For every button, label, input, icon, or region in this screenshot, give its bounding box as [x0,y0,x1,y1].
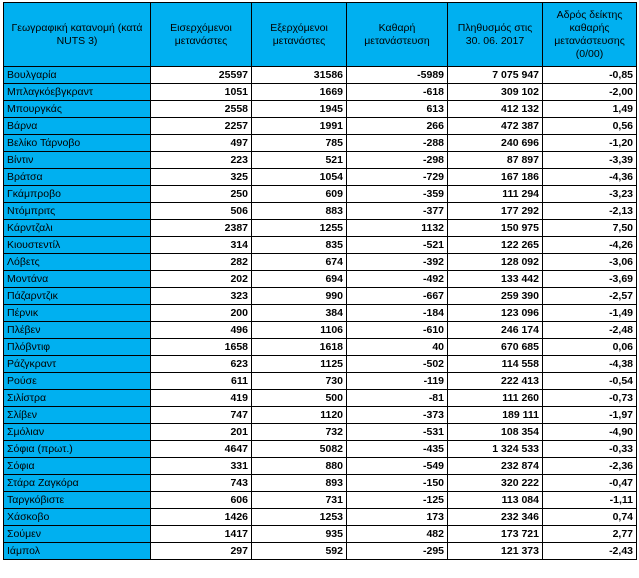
net-migration-cell: -492 [347,271,448,288]
net-migration-rate-cell: -3,69 [543,271,637,288]
table-row [4,458,637,475]
region-cell: Βελίκο Τάρνοβο [4,135,151,152]
emigrants-cell: 1669 [252,84,347,101]
table-row [4,509,637,526]
population-cell: 1 324 533 [448,441,543,458]
net-migration-cell: -502 [347,356,448,373]
region-cell: Λόβετς [4,254,151,271]
population-cell: 114 558 [448,356,543,373]
table-body [4,67,637,560]
table-header [4,3,637,67]
table-row [4,543,637,560]
immigrants-cell: 282 [151,254,252,271]
region-cell: Ράζγκραντ [4,356,151,373]
net-migration-rate-cell: -0,47 [543,475,637,492]
net-migration-rate-cell: -0,33 [543,441,637,458]
immigrants-cell: 325 [151,169,252,186]
table-row [4,526,637,543]
net-migration-rate-cell: -3,06 [543,254,637,271]
emigrants-cell: 1618 [252,339,347,356]
net-migration-rate-cell: -2,48 [543,322,637,339]
net-migration-rate-cell: 7,50 [543,220,637,237]
region-cell: Ταργκόβιστε [4,492,151,509]
net-migration-cell: -729 [347,169,448,186]
net-migration-rate-cell: 2,77 [543,526,637,543]
net-migration-cell: -295 [347,543,448,560]
immigrants-cell: 1658 [151,339,252,356]
region-cell: Ντόμπριτς [4,203,151,220]
emigrants-cell: 883 [252,203,347,220]
table-row [4,305,637,322]
immigrants-cell: 419 [151,390,252,407]
population-cell: 177 292 [448,203,543,220]
net-migration-cell: -392 [347,254,448,271]
emigrants-cell: 1106 [252,322,347,339]
net-migration-rate-cell: -0,54 [543,373,637,390]
table-row [4,237,637,254]
net-migration-rate-cell: -2,43 [543,543,637,560]
net-migration-rate-cell: -1,49 [543,305,637,322]
immigrants-cell: 1426 [151,509,252,526]
immigrants-cell: 201 [151,424,252,441]
population-cell: 121 373 [448,543,543,560]
population-cell: 232 874 [448,458,543,475]
net-migration-cell: -618 [347,84,448,101]
net-migration-cell: -81 [347,390,448,407]
population-cell: 259 390 [448,288,543,305]
population-cell: 246 174 [448,322,543,339]
region-cell: Μοντάνα [4,271,151,288]
table-row [4,356,637,373]
net-migration-rate-cell: -4,38 [543,356,637,373]
immigrants-cell: 623 [151,356,252,373]
immigrants-cell: 2257 [151,118,252,135]
population-cell: 670 685 [448,339,543,356]
population-cell: 7 075 947 [448,67,543,84]
emigrants-cell: 384 [252,305,347,322]
region-cell: Βουλγαρία [4,67,151,84]
population-cell: 111 260 [448,390,543,407]
region-cell: Πλέβεν [4,322,151,339]
population-cell: 232 346 [448,509,543,526]
net-migration-cell: -377 [347,203,448,220]
population-cell: 111 294 [448,186,543,203]
table-row [4,475,637,492]
region-cell: Ρούσε [4,373,151,390]
emigrants-cell: 785 [252,135,347,152]
header-net-migration: Καθαρή μετανάστευση [347,3,448,67]
table-row [4,84,637,101]
emigrants-cell: 935 [252,526,347,543]
region-cell: Γκάμπροβο [4,186,151,203]
net-migration-rate-cell: 0,06 [543,339,637,356]
population-cell: 189 111 [448,407,543,424]
population-cell: 240 696 [448,135,543,152]
net-migration-cell: -119 [347,373,448,390]
emigrants-cell: 880 [252,458,347,475]
region-cell: Σόφια [4,458,151,475]
net-migration-cell: 482 [347,526,448,543]
emigrants-cell: 500 [252,390,347,407]
net-migration-rate-cell: -0,85 [543,67,637,84]
net-migration-rate-cell: -2,57 [543,288,637,305]
migration-table [3,2,637,560]
table-row [4,67,637,84]
region-cell: Σούμεν [4,526,151,543]
table-row [4,373,637,390]
emigrants-cell: 5082 [252,441,347,458]
net-migration-cell: -549 [347,458,448,475]
immigrants-cell: 4647 [151,441,252,458]
emigrants-cell: 835 [252,237,347,254]
table-row [4,322,637,339]
population-cell: 87 897 [448,152,543,169]
immigrants-cell: 200 [151,305,252,322]
immigrants-cell: 743 [151,475,252,492]
immigrants-cell: 611 [151,373,252,390]
emigrants-cell: 731 [252,492,347,509]
region-cell: Κάρντζαλι [4,220,151,237]
immigrants-cell: 331 [151,458,252,475]
emigrants-cell: 31586 [252,67,347,84]
emigrants-cell: 1253 [252,509,347,526]
immigrants-cell: 25597 [151,67,252,84]
emigrants-cell: 592 [252,543,347,560]
net-migration-cell: -667 [347,288,448,305]
emigrants-cell: 1991 [252,118,347,135]
immigrants-cell: 606 [151,492,252,509]
net-migration-cell: -359 [347,186,448,203]
population-cell: 123 096 [448,305,543,322]
emigrants-cell: 1945 [252,101,347,118]
net-migration-cell: -150 [347,475,448,492]
immigrants-cell: 323 [151,288,252,305]
net-migration-cell: -5989 [347,67,448,84]
table-row [4,424,637,441]
population-cell: 122 265 [448,237,543,254]
immigrants-cell: 2558 [151,101,252,118]
population-cell: 309 102 [448,84,543,101]
population-cell: 167 186 [448,169,543,186]
immigrants-cell: 1417 [151,526,252,543]
immigrants-cell: 223 [151,152,252,169]
population-cell: 113 084 [448,492,543,509]
region-cell: Σόφια (πρωτ.) [4,441,151,458]
immigrants-cell: 506 [151,203,252,220]
net-migration-cell: -531 [347,424,448,441]
net-migration-cell: -610 [347,322,448,339]
population-cell: 472 387 [448,118,543,135]
net-migration-rate-cell: -2,36 [543,458,637,475]
net-migration-cell: -288 [347,135,448,152]
table-row [4,220,637,237]
region-cell: Κιουστεντίλ [4,237,151,254]
net-migration-rate-cell: 1,49 [543,101,637,118]
region-cell: Σιλίστρα [4,390,151,407]
immigrants-cell: 496 [151,322,252,339]
net-migration-cell: 1132 [347,220,448,237]
region-cell: Πέρνικ [4,305,151,322]
net-migration-rate-cell: -3,23 [543,186,637,203]
region-cell: Ιάμπολ [4,543,151,560]
net-migration-rate-cell: -4,90 [543,424,637,441]
net-migration-rate-cell: -0,73 [543,390,637,407]
emigrants-cell: 521 [252,152,347,169]
immigrants-cell: 2387 [151,220,252,237]
net-migration-cell: 266 [347,118,448,135]
net-migration-cell: -435 [347,441,448,458]
net-migration-cell: 40 [347,339,448,356]
header-region: Γεωγραφική κατανομή (κατά NUTS 3) [4,3,151,67]
table-row [4,186,637,203]
net-migration-rate-cell: -1,97 [543,407,637,424]
header-row [4,3,637,67]
population-cell: 222 413 [448,373,543,390]
emigrants-cell: 732 [252,424,347,441]
region-cell: Σμόλιαν [4,424,151,441]
table-row [4,271,637,288]
immigrants-cell: 314 [151,237,252,254]
immigrants-cell: 1051 [151,84,252,101]
region-cell: Πλόβντιφ [4,339,151,356]
net-migration-rate-cell: -1,20 [543,135,637,152]
emigrants-cell: 694 [252,271,347,288]
region-cell: Βίντιν [4,152,151,169]
net-migration-cell: -125 [347,492,448,509]
region-cell: Σλίβεν [4,407,151,424]
table-row [4,339,637,356]
population-cell: 108 354 [448,424,543,441]
emigrants-cell: 1054 [252,169,347,186]
header-immigrants: Εισερχόμενοι μετανάστες [151,3,252,67]
immigrants-cell: 497 [151,135,252,152]
header-net-migration-rate: Αδρός δείκτης καθαρής μετανάστευσης (0/00) [543,3,637,67]
net-migration-cell: -298 [347,152,448,169]
region-cell: Βράτσα [4,169,151,186]
table-row [4,441,637,458]
emigrants-cell: 1120 [252,407,347,424]
immigrants-cell: 250 [151,186,252,203]
net-migration-rate-cell: -4,26 [543,237,637,254]
net-migration-rate-cell: -3,39 [543,152,637,169]
table-row [4,152,637,169]
net-migration-cell: -184 [347,305,448,322]
net-migration-rate-cell: -4,36 [543,169,637,186]
region-cell: Πάζαρντζικ [4,288,151,305]
immigrants-cell: 202 [151,271,252,288]
net-migration-rate-cell: 0,56 [543,118,637,135]
net-migration-rate-cell: -1,11 [543,492,637,509]
population-cell: 150 975 [448,220,543,237]
table-row [4,169,637,186]
net-migration-rate-cell: -2,13 [543,203,637,220]
population-cell: 173 721 [448,526,543,543]
table-row [4,288,637,305]
table-row [4,101,637,118]
emigrants-cell: 674 [252,254,347,271]
header-emigrants: Εξερχόμενοι μετανάστες [252,3,347,67]
table-row [4,135,637,152]
emigrants-cell: 609 [252,186,347,203]
emigrants-cell: 730 [252,373,347,390]
immigrants-cell: 297 [151,543,252,560]
table-row [4,203,637,220]
region-cell: Μπουργκάς [4,101,151,118]
table-row [4,254,637,271]
table-row [4,492,637,509]
net-migration-rate-cell: 0,74 [543,509,637,526]
region-cell: Βάρνα [4,118,151,135]
population-cell: 320 222 [448,475,543,492]
net-migration-rate-cell: -2,00 [543,84,637,101]
table-row [4,390,637,407]
table-row [4,118,637,135]
region-cell: Χάσκοβο [4,509,151,526]
net-migration-cell: -373 [347,407,448,424]
immigrants-cell: 747 [151,407,252,424]
population-cell: 412 132 [448,101,543,118]
net-migration-cell: -521 [347,237,448,254]
net-migration-cell: 613 [347,101,448,118]
emigrants-cell: 1255 [252,220,347,237]
region-cell: Μπλαγκόεβγκραντ [4,84,151,101]
population-cell: 133 442 [448,271,543,288]
header-population: Πληθυσμός στις 30. 06. 2017 [448,3,543,67]
emigrants-cell: 893 [252,475,347,492]
net-migration-cell: 173 [347,509,448,526]
emigrants-cell: 990 [252,288,347,305]
table-row [4,407,637,424]
emigrants-cell: 1125 [252,356,347,373]
population-cell: 128 092 [448,254,543,271]
region-cell: Στάρα Ζαγκόρα [4,475,151,492]
